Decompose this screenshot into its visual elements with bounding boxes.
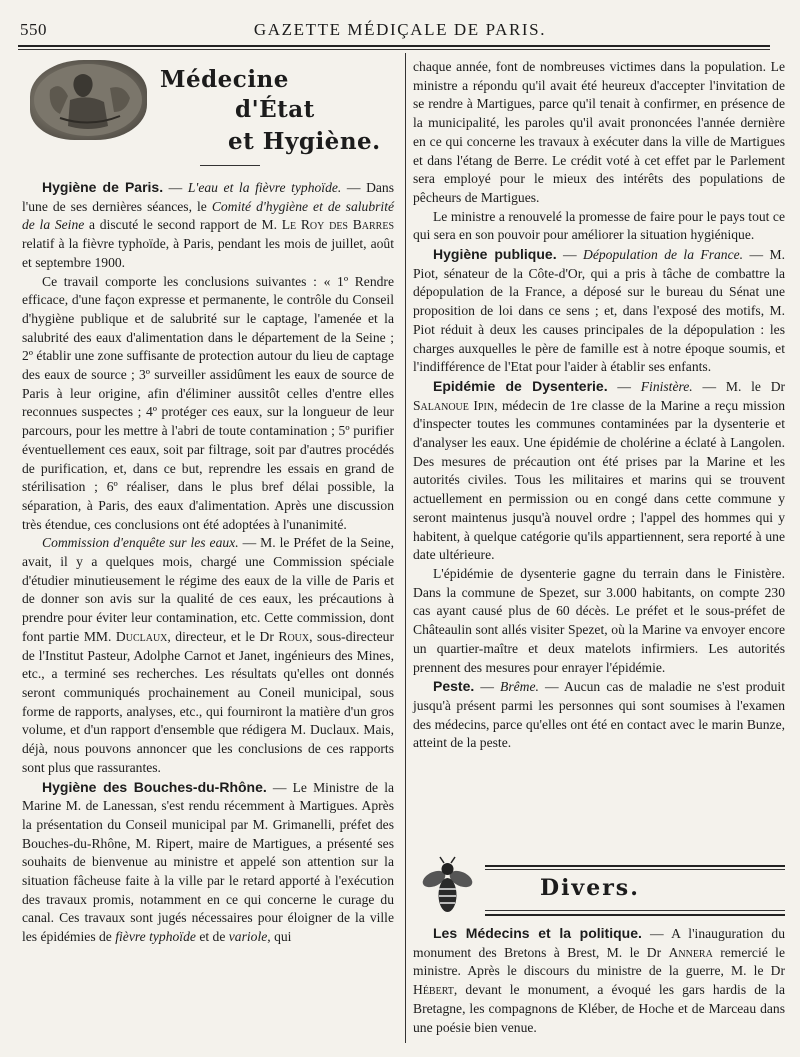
ministre-paragraph: Le ministre a renouvelé la promesse de faire pour le pays tout ce qui sera en son pouvoir pour améliorer la situation hygiénique.	[413, 208, 785, 243]
conclusions-paragraph: Ce travail comporte les conclusions suivantes : « 1º Rendre efficace, d'une façon expresse et permanente, le contrôle du Conseil d'hygiène publique et de salubrité sur le captage, l'amenée et la salubrité des eaux d'alimentation dans le département de la Seine ; 2º établir une zone suffisante de protection autour du lieu de captage des eaux de source ; 3º surveiller assidûment les eaux de source de Paris à leur origine, afin d'éliminer aussitôt celles d'entre elles reconnues suspectes ; 4º protéger ces eaux, sur la longueur de leur parcours, pour les mettre à l'abri de toute contamination ; 5º purifier éventuellement ces eaux, soit par filtrage, soit par d'autres procédés de purification, et, dans ce but, reprendre les essais en grand de stérilisation ; 6º réaliser, dans le plus bref délai possible, la séparation, à Paris, des eaux d'alimentation. Après une discussion très étendue, ces conclusions ont été adoptées à l'unanimité.	[22, 273, 394, 532]
divers-column	[413, 924, 785, 1037]
text-span: Dans l'une de ses dernières séances, le	[22, 180, 395, 214]
right-column	[413, 58, 785, 753]
divers-rule	[485, 865, 785, 867]
article-commission: Commission d'enquête sur les eaux. — M. le Préfet de la Seine, avait, il y a quelques mois, chargé une Commission spéciale d'étudier minutieusement le régime des eaux de la ville de Paris et de donner son avis sur la qualité de ces eaux, les précautions à prendre pour éviter leur contamination, etc. Cette commission, dont font partie MM. Duclaux, directeur, et le Dr Roux, sous-directeur de l'Institut Pasteur, Adolphe Carnot et Janet, ingénieurs des Mines, etc., a terminé ses recherches. Les résultats qu'elles ont donnés seront communiqués prochainement au Coneil municipal, sous forme de rapports, analyses, etc., qui fourniront la matière d'un gros volume, et d'un rapport d'ensemble que rédigera M. Duclaux. Mais, déjà, nous pouvons annoncer que les conclusions de ces rapports sont plus que rassurantes.	[22, 535, 394, 775]
person-name: Roux	[278, 628, 310, 644]
person-name: Le Roy des Barres	[281, 217, 395, 233]
text-span: Aucun cas de maladie ne s'est produit jusqu'à présent parmi les personnes qui sont soumises à l'examen des médecins, parce qu'elles ont été en contact avec le marin Bunze, atteint de la peste.	[413, 679, 785, 751]
text-span: , médecin de 1re classe de la Marine a reçu mission d'inspecter toutes les communes contaminées par la dysenterie et d'analyser les eaux. Une épidémie de cholérine a éclaté à Langolen. Des mesures de précaution ont été prises par la Marine et les autorités civiles. Tous les militaires et marins qui se trouvent actuellement en permission ou en congé dans cette commune y seront maintenus jusqu'à nouvel ordre ; l'appel des hommes qui y habitent, à quelque catégorie qu'ils appartiennent, sera reporté à une date ultérieure.	[413, 397, 785, 563]
heading-bouches-du-rhone: Hygiène des Bouches-du-Rhône.	[42, 778, 267, 795]
text-span: , directeur, et le Dr	[167, 628, 274, 644]
medical-vignette-icon	[30, 60, 147, 140]
subheading-finistere: Finistère.	[640, 378, 693, 394]
article-paris: Hygiène de Paris. — L'eau et la fièvre typhoïde. — Dans l'une de ses dernières séances, le Comité d'hygiène et de salubrité de la Seine a discuté le second rapport de M. Le Roy des Barres relatif à la fièvre typhoïde, à Paris, pendant les mois de juillet, août et septembre 1900.	[22, 179, 395, 270]
article-medecins-politique: Les Médecins et la politique. — A l'inauguration du monument des Bretons à Brest, M. le Dr Annera remercié le ministre. Après le discours du ministre de la guerre, M. le Dr Hébert, devant le monument, a évoqué les gars hardis de la Bretagne, les compagnons de Kléber, de Hoche et de Marceau dans une poésie bien venue.	[413, 925, 786, 1035]
person-name: Annera	[668, 944, 713, 960]
text-fievre: fièvre typhoïde	[115, 929, 196, 945]
article-peste: Peste. — Brême. — Aucun cas de maladie ne s'est produit jusqu'à présent parmi les personnes qui sont soumises à l'examen des médecins, parce qu'elles ont été en contact avec le marin Bunze, atteint de la peste.	[413, 678, 785, 751]
heading-dysenterie: Epidémie de Dysenterie.	[433, 377, 608, 394]
person-name: Hébert	[413, 982, 454, 998]
title-divider	[200, 165, 260, 166]
text-span: M. le Préfet de la Seine, avait, il y a quelques mois, chargé une Commission spéciale d'étudier minutieusement le régime des eaux de la ville de Paris et de donner son avis sur la qualité de ces eaux, les précautions à prendre pour éviter leur contamination, etc. Cette commission, dont font partie MM.	[22, 535, 394, 644]
section-title-line2: d'État	[235, 96, 315, 123]
header-rule	[18, 45, 770, 47]
page-header	[0, 0, 800, 40]
subheading-breme: Brême.	[500, 679, 539, 695]
subheading-fievre: L'eau et la fièvre typhoïde.	[187, 180, 342, 195]
continuation-paragraph: chaque année, font de nombreuses victimes dans la population. Le ministre a répondu qu'il avait été heureux d'accepter l'invitation de se rendre à Martigues, parce qu'il tenait à confirmer, en présence de la municipalité, les paroles qu'il avait prononcées l'année dernière en ce qui concerne les travaux à exécuter dans la ville de Martigues et dans l'étang de Berre. Le crédit voté à cet effet par le Parlement sera employé pour le mieux des intérêts des populations de pêcheurs de Martigues.	[413, 59, 785, 205]
page-number: 550	[20, 20, 47, 39]
subheading-commission: Commission d'enquête sur les eaux.	[42, 535, 239, 551]
text-span: , qui	[267, 929, 292, 945]
left-column	[22, 178, 394, 947]
person-name: Salanoue Ipin	[413, 397, 495, 413]
text-span: Le Ministre de la Marine M. de Lanessan, s'est rendu récemment à Martigues. Après la présentation du Conseil municipal par M. Grimanelli, préfet des Bouches-du-Rhône, M. Ripert, maire de Martigues, a présenté ses souhaits de bienvenue au ministre et appelé son attention sur la situation fâcheuse faite à la ville par le retard apporté à l'exécution des travaux promis, notamment en ce qui concerne le curage du canal. Ces travaux sont jugés nécessaires pour éloigner de la ville les épidémies de	[22, 779, 395, 945]
divers-rule-thin	[485, 910, 785, 911]
text-span: M. Piot, sénateur de la Côte-d'Or, qui a pris à tâche de combattre la dépopulation de la France, a déposé sur le bureau du Sénat une proposition de loi dans ce sens ; et, dans l'exposé des motifs, M. Piot réduit à deux les causes principales de la dépopulation : les charges auxquelles le père de famille est à notre époque soumis, et l'indifférence de l'Etat pour l'aider à établir ses enfants.	[413, 247, 785, 375]
section-title-line1: Médecine	[160, 66, 289, 93]
subheading-depopulation: Dépopulation de la France.	[583, 247, 744, 263]
text-span: M. le Dr	[725, 378, 786, 394]
divers-rule-thin	[485, 869, 785, 870]
divers-rule	[485, 914, 785, 916]
text-comite: Comité d'hygiène et de salubrité de la Seine	[22, 198, 395, 233]
bee-ornament-icon	[420, 855, 475, 917]
text-span: et de	[199, 929, 226, 945]
heading-peste: Peste.	[433, 678, 475, 695]
person-name: Duclaux	[115, 628, 168, 644]
text-variole: variole	[228, 929, 268, 945]
article-dysenterie: Epidémie de Dysenterie. — Finistère. — M. le Dr Salanoue Ipin, médecin de 1re classe de la Marine a reçu mission d'inspecter toutes les communes contaminées par la dysenterie et d'analyser les eaux. Une épidémie de cholérine a éclaté à Langolen. Des mesures de précaution ont été prises par la Marine et les autorités civiles. Tous les militaires et marins qui se trouvent actuellement en permission ou en congé dans cette commune y seront maintenus jusqu'à nouvel ordre ; l'appel des hommes qui y habitent, à quelque catégorie qu'ils appartiennent, sera reporté à une date ultérieure.	[413, 377, 786, 563]
text-span: a discuté le second rapport de M.	[89, 217, 277, 233]
dysenterie-paragraph: L'épidémie de dysenterie gagne du terrain dans le Finistère. Dans la commune de Spezet, sur 3.000 habitants, on compte 230 cas ayant causé plus de 60 décès. Le préfet et le sous-préfet de Châteaulin sont allés visiter Spezet, où la Marine va envoyer encore un quartier-maître et deux matelots infirmiers. Les autorités prennent des mesures pour enrayer l'épidémie.	[413, 565, 785, 675]
text-span: remercié le ministre. Après le discours du ministre de la guerre, M. le Dr	[413, 944, 785, 979]
journal-title: GAZETTE MÉDIÇALE DE PARIS.	[253, 20, 547, 39]
text-span: A l'inauguration du monument des Bretons à Brest, M. le Dr	[413, 926, 786, 960]
divers-title: Divers.	[540, 875, 640, 901]
text-span: , sous-directeur de l'Institut Pasteur, Adolphe Carnot et Janet, ingénieurs des Mines, etc., a terminé ses recherches. Les résultats qu'elles ont donnés seront communiqués prochainement au Coneil municipal, sous forme de rapports, analyses, etc., qui fourniront la matière d'un gros volume, et d'un rapport d'ensemble que rédigera M. Duclaux. Mais, déjà, nous pouvons annoncer que les conclusions de ces rapports sont plus que rassurantes.	[22, 628, 394, 775]
heading-medecins-politique: Les Médecins et la politique.	[433, 925, 642, 941]
text-span: relatif à la fièvre typhoïde, à Paris, pendant les mois de juillet, août et septembre 1900.	[22, 236, 394, 270]
section-title-line3: et Hygiène.	[228, 128, 381, 155]
column-divider	[405, 53, 406, 1043]
text-span: , devant le monument, a évoqué les gars hardis de la Bretagne, les compagnons de Kléber, de Hoche et de Marceau dans une poésie bien venue.	[413, 982, 785, 1035]
heading-hygiene-publique: Hygiène publique.	[433, 246, 557, 263]
heading-hygiene-paris: Hygiène de Paris.	[42, 179, 164, 195]
article-bouches-du-rhone: Hygiène des Bouches-du-Rhône. — Le Ministre de la Marine M. de Lanessan, s'est rendu récemment à Martigues. Après la présentation du Conseil municipal par M. Grimanelli, préfet des Bouches-du-Rhône, M. Ripert, maire de Martigues, a présenté ses souhaits de bienvenue au ministre et appelé son attention sur la situation fâcheuse faite à la ville par le retard apporté à l'exécution des travaux promis, notamment en ce qui concerne le curage du canal. Ces travaux sont jugés nécessaires pour éloigner de la ville les épidémies de fièvre typhoïde et de variole, qui	[22, 778, 395, 945]
header-rule-thin	[18, 49, 770, 50]
article-hygiene-publique: Hygiène publique. — Dépopulation de la France. — M. Piot, sénateur de la Côte-d'Or, qui a pris à tâche de combattre la dépopulation de la France, a déposé sur le bureau du Sénat une proposition de loi dans ce sens ; et, dans l'exposé des motifs, M. Piot réduit à deux les causes principales de la dépopulation : les charges auxquelles le père de famille est à notre époque soumis, et l'indifférence de l'Etat pour l'aider à établir ses enfants.	[413, 246, 785, 375]
